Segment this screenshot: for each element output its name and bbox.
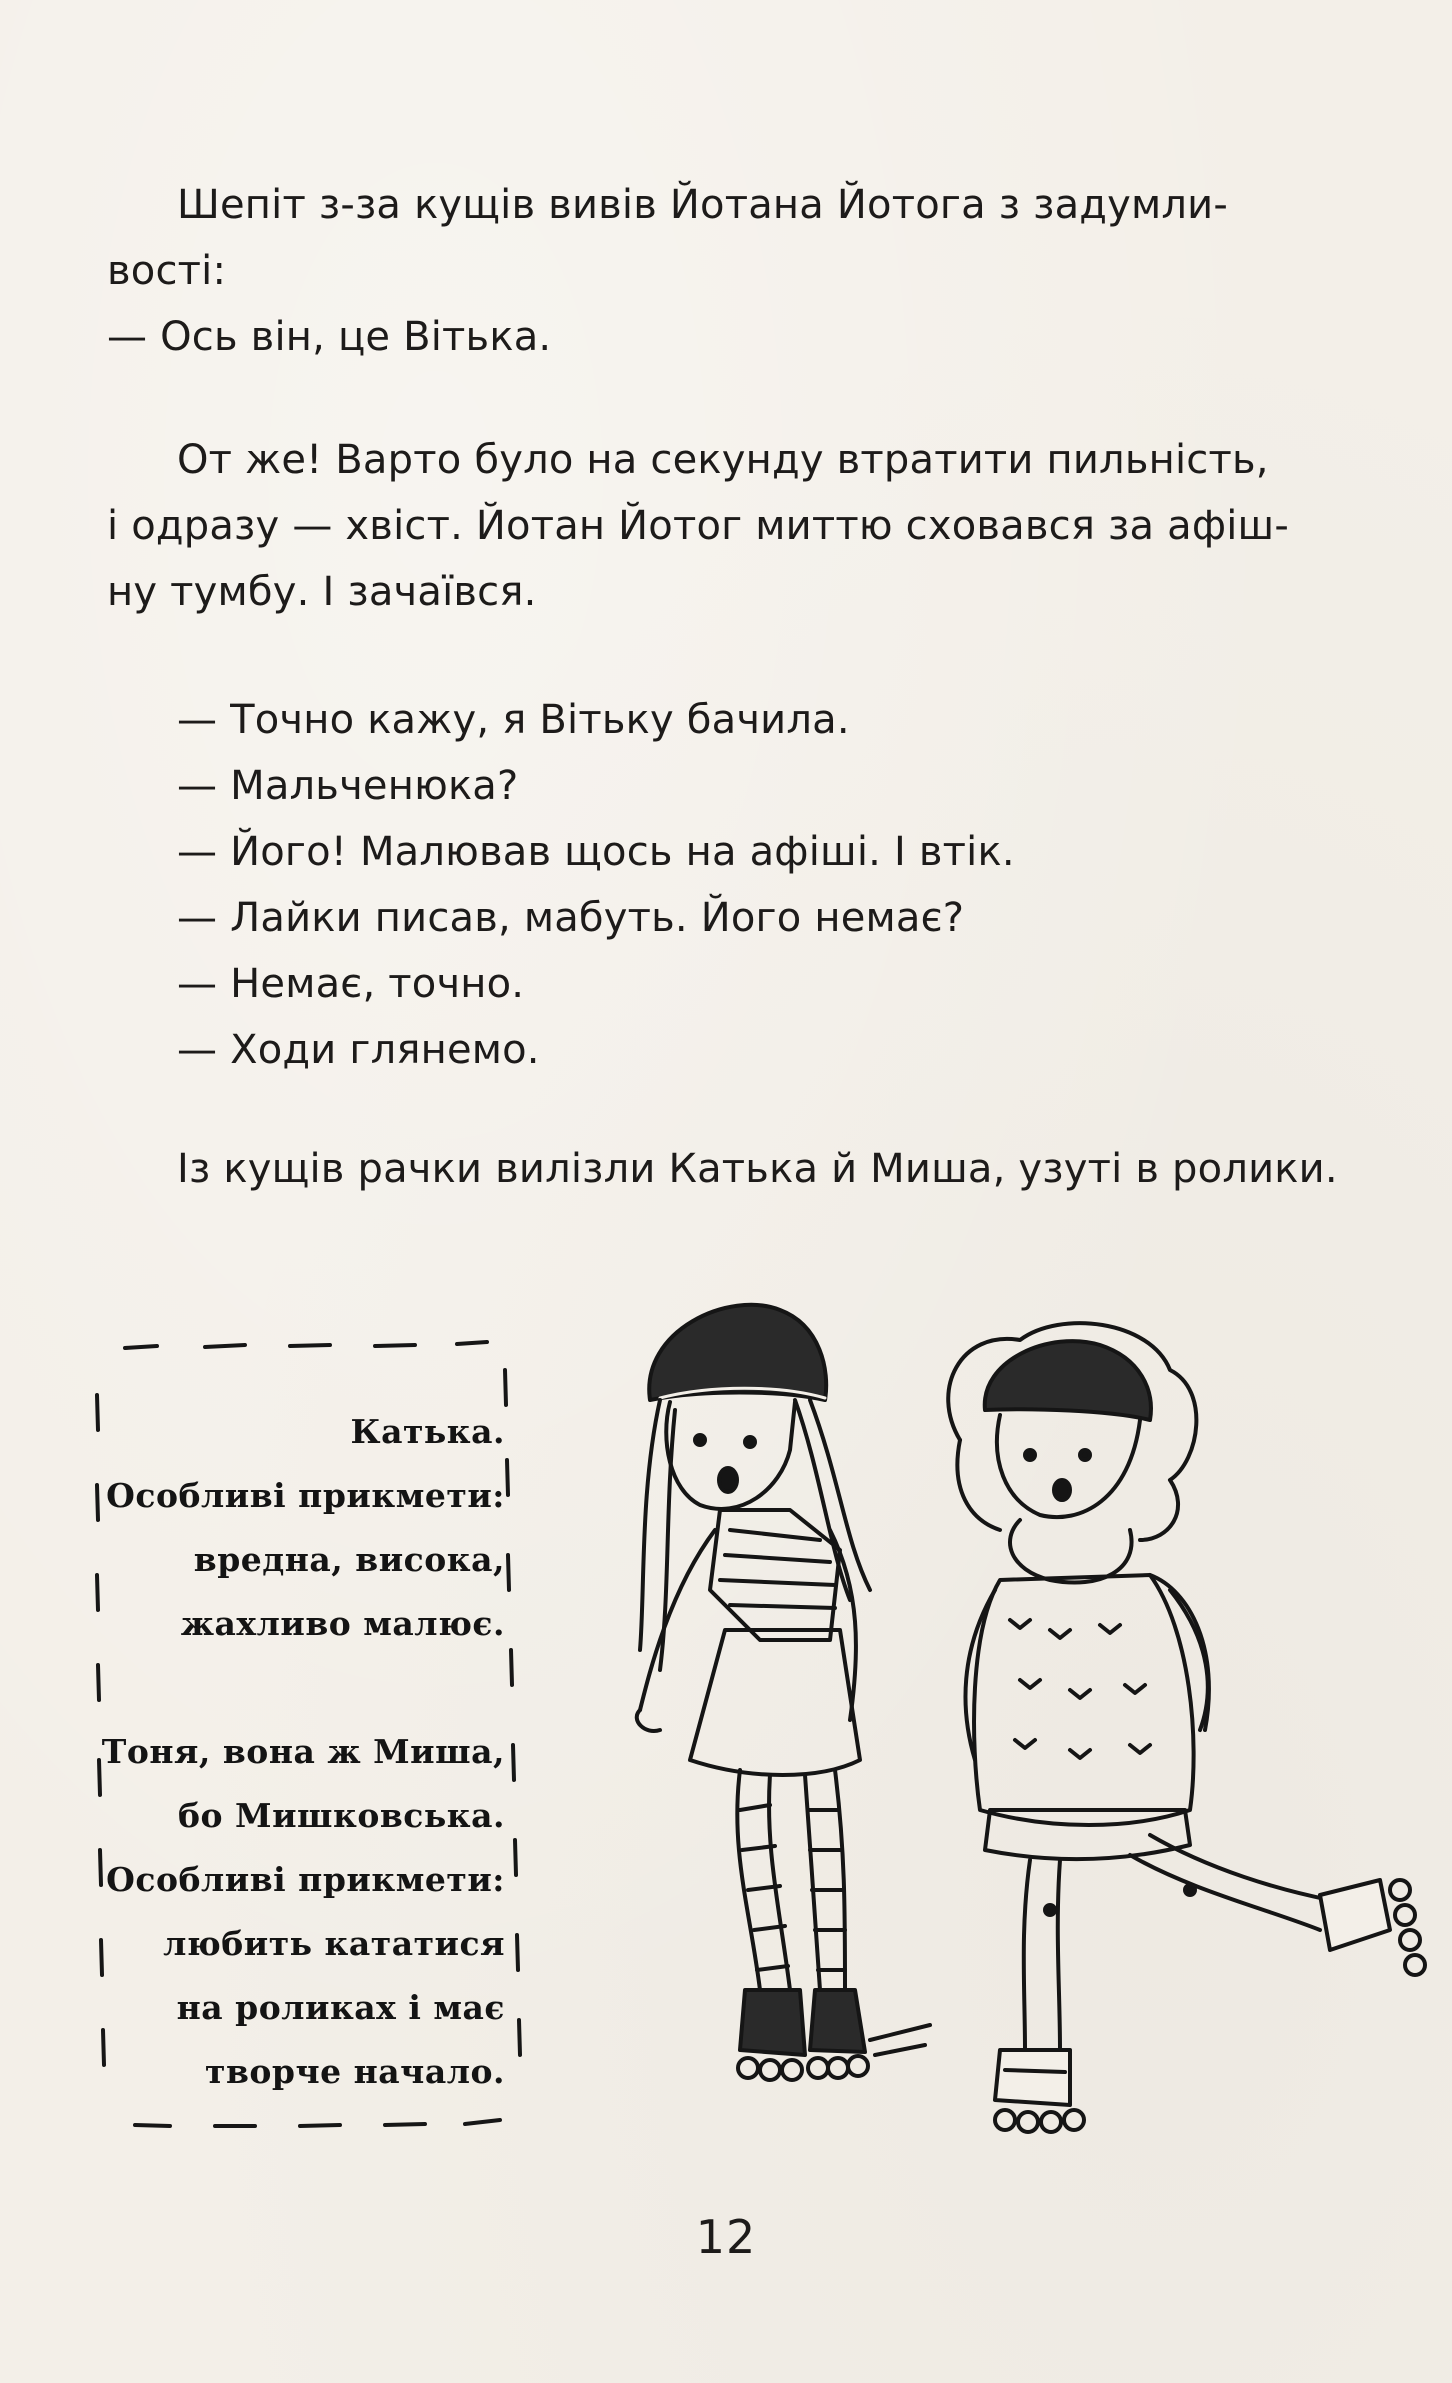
dialogue-line: — Лайки писав, мабуть. Його немає? [177, 895, 965, 941]
note-tonia-line: Особливі прикмети: [106, 1860, 505, 1899]
note-tonia-line: Тоня, вона ж Миша, [101, 1732, 505, 1771]
dialogue-line: — Мальченюка? [177, 763, 519, 809]
paragraph-2-line-3: ну тумбу. І зачаївся. [107, 569, 537, 615]
girls-drawing-icon [630, 1290, 1450, 2190]
note-tonia [102, 1720, 505, 2104]
dialogue-line: — Точно кажу, я Вітьку бачила. [177, 697, 850, 743]
note-tonia-line: творче начало. [205, 2052, 505, 2091]
dialogue [107, 687, 1347, 1083]
paragraph-1-line-2: вості: [107, 248, 227, 294]
dialogue-lines [107, 687, 1347, 1083]
paragraph-2-line-2: і одразу — хвіст. Йотан Йотог миттю сховався за афіш- [107, 503, 1289, 549]
note-tonia-line: любить кататися [163, 1924, 505, 1963]
note-tonia-line: на роликах і має [176, 1988, 505, 2027]
note-katka-line: Катька. [350, 1412, 505, 1451]
note-katka [106, 1400, 505, 1656]
paragraph-3-text: Із кущів рачки вилізли Катька й Миша, узуті в ролики. [177, 1146, 1338, 1192]
paragraph-1-line-3: — Ось він, це Вітька. [107, 314, 552, 360]
note-katka-line: Особливі прикмети: [106, 1476, 505, 1515]
note-katka-line: жахливо малює. [180, 1604, 505, 1643]
paragraph-2 [107, 427, 1347, 625]
character-note-box [95, 1320, 635, 2170]
note-katka-line: вредна, висока, [193, 1540, 505, 1579]
paragraph-2-line-1: От же! Варто було на секунду втратити пильність, [177, 437, 1269, 483]
note-tonia-line: бо Мишковська. [178, 1796, 505, 1835]
paragraph-1 [107, 172, 1347, 370]
page-number: 12 [695, 2210, 757, 2264]
paragraph-1-line-1: Шепіт з-за кущів вивів Йотана Йотога з задумли- [177, 182, 1228, 228]
dialogue-line: — Немає, точно. [177, 961, 525, 1007]
dialogue-line: — Його! Малював щось на афіші. І втік. [177, 829, 1015, 875]
two-girls-on-rollerskates-illustration [630, 1290, 1450, 2190]
dialogue-line: — Ходи глянемо. [177, 1027, 540, 1073]
paragraph-3 [107, 1136, 1347, 1202]
